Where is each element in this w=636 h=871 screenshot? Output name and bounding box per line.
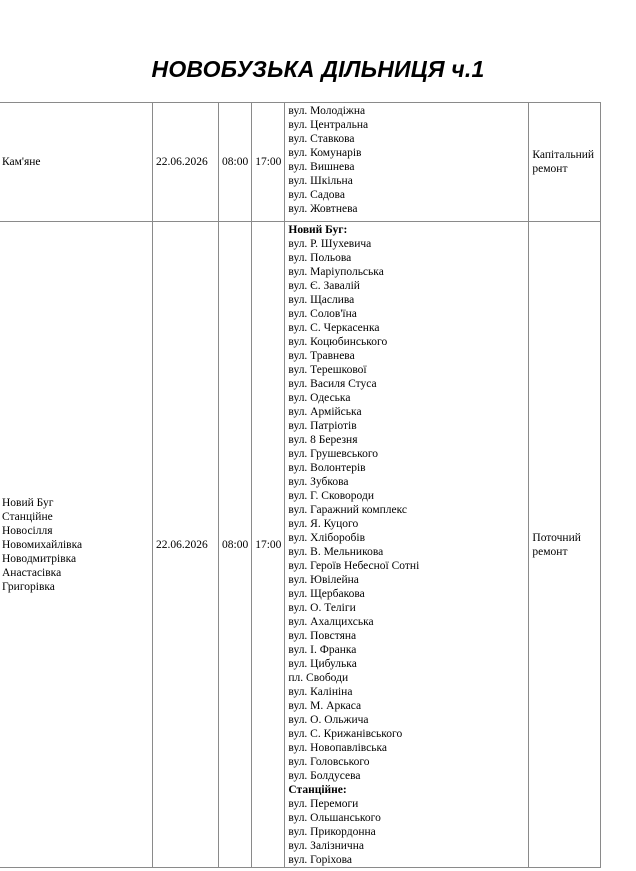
street-name: вул. Повстяна	[288, 630, 357, 642]
end-time-cell: 17:00	[252, 222, 285, 868]
street-name: вул. Шкільна	[288, 175, 353, 187]
street-name: вул. С. Крижанівського	[288, 728, 403, 740]
place-name: Кам'яне	[2, 156, 41, 168]
street-name: вул. Зубкова	[288, 476, 349, 488]
street-name: вул. Центральна	[288, 119, 369, 131]
street-name: вул. С. Черкасенка	[288, 322, 380, 334]
street-name: вул. Вишнева	[288, 161, 355, 173]
street-name: вул. 8 Березня	[288, 434, 358, 446]
outage-schedule-table	[0, 102, 601, 868]
street-name: вул. Героїв Небесної Сотні	[288, 560, 420, 572]
street-name: вул. Жовтнева	[288, 203, 358, 215]
street-name: вул. Цибулька	[288, 658, 357, 670]
street-name: вул. Молодіжна	[288, 105, 366, 117]
street-name: вул. І. Франка	[288, 644, 357, 656]
street-name: вул. Солов'їна	[288, 308, 357, 320]
street-name: вул. Горіхова	[288, 854, 352, 866]
street-name: вул. Ольшанського	[288, 812, 381, 824]
table-row	[0, 222, 601, 868]
place-name: Анастасівка	[2, 566, 62, 579]
street-name: вул. В. Мельникова	[288, 546, 384, 558]
street-name: вул. Перемоги	[288, 798, 359, 810]
street-name: вул. Садова	[288, 189, 345, 201]
work-type-text: Поточний	[532, 531, 581, 544]
work-type-text: Капітальний	[532, 149, 595, 161]
table-row	[0, 103, 601, 222]
street-name: вул. Травнева	[288, 350, 355, 362]
streets-cell	[285, 103, 529, 222]
street-name: вул. Р. Шухевича	[288, 238, 372, 250]
street-name: вул. Коцюбинського	[288, 336, 388, 348]
street-name: вул. Болдусева	[288, 770, 361, 782]
street-name: вул. Калініна	[288, 686, 353, 698]
streets-cell	[285, 222, 529, 868]
place-name: Новомихайлівка	[2, 538, 83, 551]
street-name: вул. Я. Куцого	[288, 518, 359, 530]
street-name: вул. Головського	[288, 756, 370, 768]
place-name: Григорівка	[2, 580, 55, 593]
work-type-text: ремонт	[532, 545, 568, 558]
street-name: вул. Г. Сковороди	[288, 490, 374, 502]
street-name: вул. Василя Стуса	[288, 378, 377, 390]
street-name: вул. О. Ольжича	[288, 714, 369, 726]
street-name: вул. Гаражний комплекс	[288, 504, 407, 516]
street-name: вул. Прикордонна	[288, 826, 376, 838]
street-name: вул. Патріотів	[288, 420, 357, 432]
street-name: вул. Ювілейна	[288, 574, 359, 586]
work-type-cell	[529, 222, 601, 868]
settlement-label: Станційне:	[288, 784, 347, 796]
places-cell	[0, 222, 153, 868]
street-name: вул. Армійська	[288, 406, 362, 418]
street-name: пл. Свободи	[288, 672, 349, 684]
street-name: вул. Комунарів	[288, 147, 362, 159]
place-name: Новий Буг	[2, 496, 54, 509]
street-name: вул. Польова	[288, 252, 352, 264]
street-name: вул. О. Теліги	[288, 602, 356, 614]
start-time-cell: 08:00	[219, 103, 252, 222]
street-name: вул. Волонтерів	[288, 462, 366, 474]
street-name: вул. Є. Завалій	[288, 280, 360, 292]
start-time-cell: 08:00	[219, 222, 252, 868]
place-name: Новодмитрівка	[2, 552, 77, 565]
places-cell	[0, 103, 153, 222]
street-name: вул. Ставкова	[288, 133, 355, 145]
street-name: вул. Щаслива	[288, 294, 355, 306]
street-name: вул. Одеська	[288, 392, 351, 404]
street-name: вул. Маріупольська	[288, 266, 384, 278]
street-name: вул. М. Аркаса	[288, 700, 362, 712]
street-name: вул. Грушевського	[288, 448, 379, 460]
date-cell: 22.06.2026	[153, 103, 219, 222]
date-cell: 22.06.2026	[153, 222, 219, 868]
place-name: Новосілля	[2, 524, 53, 537]
street-name: вул. Ахалцихська	[288, 616, 374, 628]
street-name: вул. Щербакова	[288, 588, 365, 600]
settlement-label: Новий Буг:	[288, 224, 348, 236]
end-time-cell: 17:00	[252, 103, 285, 222]
street-name: вул. Хліборобів	[288, 532, 365, 544]
work-type-text: ремонт	[532, 163, 568, 175]
street-name: вул. Новопавлівська	[288, 742, 388, 754]
street-name: вул. Терешкової	[288, 364, 367, 376]
street-name: вул. Залізнична	[288, 840, 364, 852]
work-type-cell	[529, 103, 601, 222]
page-title: НОВОБУЗЬКА ДІЛЬНИЦЯ ч.1	[151, 56, 485, 82]
place-name: Станційне	[2, 510, 53, 523]
